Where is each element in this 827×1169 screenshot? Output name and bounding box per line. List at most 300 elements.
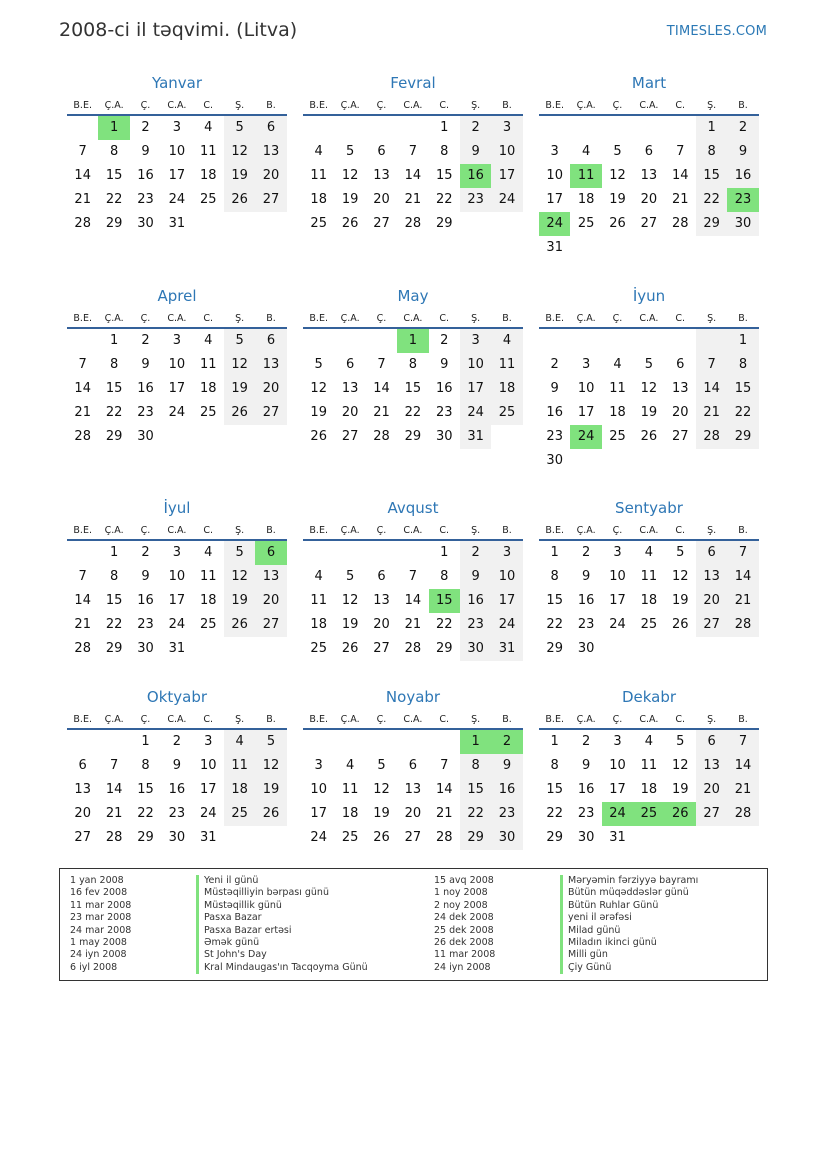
day-cell: 12 <box>224 353 255 377</box>
day-cell: 20 <box>255 589 286 613</box>
day-cell: 1 <box>440 545 449 560</box>
day-cell: 1 <box>460 730 491 754</box>
day-cell: 27 <box>341 429 359 444</box>
day-cell: 6 <box>377 144 386 159</box>
weekday-label: C.A. <box>167 525 187 536</box>
day-cell: 18 <box>491 377 522 401</box>
month-name: Noyabr <box>385 688 441 706</box>
day-cell: 28 <box>373 429 390 444</box>
day-cell: 2 <box>727 116 758 140</box>
month-sentyabr <box>539 497 759 661</box>
weekday-label: Ş. <box>235 313 245 324</box>
day-cell: 2 <box>581 734 591 749</box>
day-cell: 31 <box>168 641 186 656</box>
weekday-label: Ç.A. <box>104 313 124 324</box>
day-cell: 8 <box>408 357 417 372</box>
day-cell: 13 <box>696 565 727 589</box>
day-cell: 4 <box>644 734 653 749</box>
day-cell: 17 <box>310 806 327 821</box>
empty-day <box>429 730 460 754</box>
day-cell: 17 <box>577 405 595 420</box>
day-cell: 29 <box>105 216 123 231</box>
day-cell: 25 <box>577 216 595 231</box>
day-cell: 1 <box>440 120 449 135</box>
day-grid <box>67 541 287 661</box>
weekday-label: Ş. <box>471 313 481 324</box>
day-cell: 23 <box>435 405 453 420</box>
day-cell: 9 <box>440 357 449 372</box>
holiday-list <box>59 868 768 981</box>
day-cell: 16 <box>577 593 595 608</box>
day-cell: 20 <box>640 192 658 207</box>
day-cell: 21 <box>727 589 758 613</box>
day-cell: 7 <box>78 569 87 584</box>
day-cell: 8 <box>109 144 119 159</box>
holiday-date: 16 fev 2008 <box>70 887 128 899</box>
day-cell: 11 <box>341 782 359 797</box>
day-cell: 6 <box>676 357 685 372</box>
day-cell: 29 <box>435 216 453 231</box>
day-cell: 29 <box>404 429 422 444</box>
holiday-name: Milad günü <box>560 925 790 937</box>
day-cell: 30 <box>137 216 154 231</box>
month-mart <box>539 72 759 260</box>
day-cell: 26 <box>341 216 359 231</box>
holiday-date: 6 iyl 2008 <box>70 961 118 973</box>
month-i̇yul <box>67 497 287 661</box>
month-name: Dekabr <box>621 688 677 706</box>
empty-day <box>303 116 334 140</box>
month-name: Aprel <box>157 287 197 305</box>
holiday-date: 24 iyn 2008 <box>70 949 127 961</box>
holiday-row <box>434 937 790 949</box>
holiday-date: 26 dek 2008 <box>434 937 494 949</box>
weekday-label: Ç.A. <box>340 100 360 111</box>
weekday-label: Ç. <box>140 714 151 725</box>
empty-day <box>570 116 601 140</box>
day-cell: 16 <box>137 593 154 608</box>
month-may <box>303 285 523 449</box>
holiday-name: Pasxa Bazar ertəsi <box>196 925 426 937</box>
weekday-label: Ç. <box>612 100 623 111</box>
day-cell: 22 <box>105 192 123 207</box>
day-cell: 28 <box>74 641 91 656</box>
day-cell: 26 <box>373 830 390 845</box>
day-cell: 29 <box>460 826 491 850</box>
weekday-label: Ş. <box>471 525 481 536</box>
day-cell: 2 <box>141 545 150 560</box>
day-cell: 28 <box>74 216 91 231</box>
day-cell: 7 <box>696 353 727 377</box>
day-cell: 21 <box>727 778 758 802</box>
day-cell: 15 <box>429 589 460 613</box>
day-cell: 14 <box>105 782 123 797</box>
holiday-row <box>70 912 426 924</box>
weekday-label: B.E. <box>73 100 92 111</box>
day-cell: 13 <box>640 168 658 183</box>
day-cell: 9 <box>141 144 150 159</box>
month-name: Fevral <box>390 74 436 92</box>
day-cell: 11 <box>199 144 217 159</box>
weekday-label: Ç. <box>612 525 623 536</box>
day-grid <box>303 116 523 236</box>
site-link[interactable]: TIMESLES.COM <box>666 24 767 39</box>
day-cell: 17 <box>546 192 563 207</box>
day-cell: 7 <box>78 144 87 159</box>
day-cell: 2 <box>440 333 449 348</box>
month-name: Oktyabr <box>146 688 208 706</box>
weekday-label: B.E. <box>73 313 92 324</box>
day-cell: 2 <box>550 357 559 372</box>
weekday-label: C. <box>675 100 686 111</box>
day-cell: 20 <box>671 405 689 420</box>
day-cell: 17 <box>609 782 626 797</box>
day-cell: 1 <box>550 545 559 560</box>
empty-day <box>366 541 397 565</box>
day-cell: 28 <box>696 425 727 449</box>
weekday-label: C.A. <box>639 100 659 111</box>
day-cell: 9 <box>141 569 150 584</box>
day-cell: 12 <box>640 381 658 396</box>
weekday-label: C.A. <box>403 714 423 725</box>
weekday-label: C. <box>675 313 686 324</box>
day-cell: 8 <box>141 758 150 773</box>
day-cell: 5 <box>224 329 255 353</box>
holiday-name: Müstəqillik günü <box>196 900 426 912</box>
day-cell: 23 <box>727 188 758 212</box>
day-cell: 26 <box>609 216 626 231</box>
holiday-name: Çiy Günü <box>560 962 790 974</box>
empty-day <box>334 730 365 754</box>
holiday-row <box>70 887 426 899</box>
day-cell: 20 <box>373 192 390 207</box>
day-cell: 3 <box>204 734 213 749</box>
day-cell: 15 <box>696 164 727 188</box>
day-cell: 15 <box>460 778 491 802</box>
weekday-label: Ç.A. <box>104 100 124 111</box>
day-cell: 1 <box>397 329 428 353</box>
weekday-header <box>67 96 287 116</box>
day-cell: 18 <box>577 192 595 207</box>
day-cell: 28 <box>435 830 453 845</box>
day-cell: 8 <box>727 353 758 377</box>
day-cell: 14 <box>696 377 727 401</box>
day-cell: 9 <box>460 565 491 589</box>
day-cell: 27 <box>640 216 658 231</box>
day-cell: 12 <box>609 168 626 183</box>
weekday-label: B.E. <box>309 525 328 536</box>
day-cell: 17 <box>168 593 186 608</box>
day-cell: 19 <box>310 405 327 420</box>
day-cell: 4 <box>345 758 355 773</box>
day-cell: 22 <box>105 405 123 420</box>
weekday-label: Ç. <box>140 525 151 536</box>
holiday-name: Milli gün <box>560 949 790 961</box>
day-cell: 26 <box>310 429 327 444</box>
empty-day <box>98 730 129 754</box>
holiday-name: Məryəmin fərziyyə bayramı <box>560 875 790 887</box>
holiday-date: 24 dek 2008 <box>434 912 494 924</box>
day-grid <box>303 730 523 850</box>
day-cell: 22 <box>460 802 491 826</box>
day-cell: 25 <box>609 429 626 444</box>
month-yanvar <box>67 72 287 236</box>
day-cell: 21 <box>671 192 689 207</box>
day-cell: 3 <box>460 329 491 353</box>
day-cell: 30 <box>727 212 758 236</box>
weekday-label: C. <box>675 714 686 725</box>
weekday-label: B. <box>266 525 276 536</box>
day-cell: 13 <box>255 353 286 377</box>
day-cell: 27 <box>373 641 390 656</box>
holiday-name: yeni il ərəfəsi <box>560 912 790 924</box>
day-cell: 22 <box>435 617 453 632</box>
day-cell: 20 <box>74 806 91 821</box>
weekday-label: Ş. <box>235 714 245 725</box>
day-cell: 27 <box>373 216 390 231</box>
month-name: İyun <box>632 287 666 305</box>
day-cell: 22 <box>435 192 453 207</box>
weekday-label: B.E. <box>545 525 564 536</box>
day-cell: 14 <box>435 782 453 797</box>
day-cell: 3 <box>613 545 622 560</box>
day-cell: 28 <box>727 613 758 637</box>
day-cell: 9 <box>460 140 491 164</box>
day-cell: 8 <box>550 758 559 773</box>
day-cell: 14 <box>671 168 689 183</box>
day-cell: 15 <box>435 168 453 183</box>
weekday-label: Ç. <box>612 714 623 725</box>
day-cell: 3 <box>314 758 323 773</box>
day-cell: 16 <box>137 381 154 396</box>
day-cell: 20 <box>373 617 390 632</box>
day-cell: 28 <box>74 429 91 444</box>
day-cell: 1 <box>550 734 559 749</box>
weekday-label: B. <box>738 313 748 324</box>
day-cell: 25 <box>199 192 217 207</box>
day-cell: 5 <box>644 357 653 372</box>
day-cell: 21 <box>373 405 390 420</box>
empty-day <box>303 541 334 565</box>
day-cell: 9 <box>141 357 150 372</box>
day-cell: 12 <box>310 381 327 396</box>
weekday-label: Ş. <box>471 714 481 725</box>
weekday-label: C. <box>439 313 450 324</box>
empty-day <box>539 116 570 140</box>
day-cell: 11 <box>224 754 255 778</box>
weekday-label: B.E. <box>309 100 328 111</box>
day-cell: 8 <box>109 569 119 584</box>
empty-day <box>633 116 664 140</box>
day-grid <box>67 730 287 850</box>
day-cell: 29 <box>546 830 563 845</box>
holiday-row <box>434 875 790 887</box>
day-cell: 20 <box>255 164 286 188</box>
day-cell: 26 <box>224 401 255 425</box>
month-avqust <box>303 497 523 661</box>
day-cell: 31 <box>546 240 563 255</box>
day-cell: 27 <box>404 830 422 845</box>
day-cell: 26 <box>224 188 255 212</box>
day-cell: 22 <box>404 405 422 420</box>
holiday-name: Bütün Ruhlar Günü <box>560 900 790 912</box>
day-cell: 11 <box>491 353 522 377</box>
weekday-label: C.A. <box>403 100 423 111</box>
holiday-date: 2 noy 2008 <box>434 899 488 911</box>
day-cell: 9 <box>727 140 758 164</box>
day-cell: 2 <box>460 541 491 565</box>
day-grid <box>539 730 759 850</box>
weekday-label: B.E. <box>309 313 328 324</box>
day-cell: 9 <box>491 754 522 778</box>
empty-day <box>67 541 98 565</box>
holiday-date: 23 mar 2008 <box>70 912 132 924</box>
holiday-row <box>434 949 790 961</box>
day-cell: 27 <box>696 613 727 637</box>
day-cell: 30 <box>491 826 522 850</box>
day-cell: 13 <box>341 381 359 396</box>
day-cell: 31 <box>168 216 186 231</box>
day-cell: 28 <box>404 216 422 231</box>
day-cell: 27 <box>255 188 286 212</box>
holiday-row <box>70 875 426 887</box>
day-cell: 30 <box>137 641 154 656</box>
empty-day <box>665 329 696 353</box>
day-cell: 3 <box>172 120 181 135</box>
empty-day <box>397 116 428 140</box>
day-cell: 10 <box>168 357 186 372</box>
weekday-label: Ç.A. <box>576 525 596 536</box>
weekday-header <box>539 96 759 116</box>
day-cell: 14 <box>404 168 422 183</box>
weekday-label: C. <box>439 525 450 536</box>
day-cell: 4 <box>491 329 522 353</box>
day-cell: 18 <box>310 617 327 632</box>
weekday-label: Ç.A. <box>340 525 360 536</box>
empty-day <box>334 329 365 353</box>
day-cell: 15 <box>105 168 123 183</box>
weekday-label: C. <box>203 525 214 536</box>
day-cell: 3 <box>613 734 622 749</box>
weekday-label: C. <box>203 100 214 111</box>
day-cell: 12 <box>373 782 390 797</box>
page-title: 2008-ci il təqvimi. (Litva) <box>59 19 298 41</box>
day-cell: 26 <box>255 802 286 826</box>
day-cell: 16 <box>460 589 491 613</box>
holiday-date: 1 may 2008 <box>70 937 127 949</box>
day-cell: 5 <box>345 144 355 159</box>
day-cell: 19 <box>640 405 658 420</box>
day-cell: 18 <box>199 381 217 396</box>
holiday-date: 11 mar 2008 <box>70 899 132 911</box>
weekday-label: C. <box>439 714 450 725</box>
day-cell: 10 <box>609 758 626 773</box>
weekday-label: B.E. <box>73 714 92 725</box>
empty-day <box>67 116 98 140</box>
weekday-label: B. <box>502 313 512 324</box>
day-cell: 25 <box>633 802 664 826</box>
day-cell: 25 <box>310 641 327 656</box>
day-cell: 14 <box>74 381 91 396</box>
day-cell: 7 <box>109 758 119 773</box>
month-name: Mart <box>631 74 667 92</box>
day-cell: 11 <box>199 569 217 584</box>
day-cell: 2 <box>141 120 150 135</box>
day-cell: 11 <box>570 164 601 188</box>
day-cell: 17 <box>168 381 186 396</box>
weekday-label: C.A. <box>403 313 423 324</box>
day-cell: 4 <box>204 545 213 560</box>
day-grid <box>303 329 523 449</box>
day-cell: 2 <box>460 116 491 140</box>
empty-day <box>303 730 334 754</box>
day-cell: 4 <box>224 730 255 754</box>
day-cell: 10 <box>199 758 217 773</box>
day-cell: 7 <box>440 758 449 773</box>
day-cell: 29 <box>435 641 453 656</box>
day-cell: 5 <box>613 144 622 159</box>
weekday-label: Ç. <box>376 313 387 324</box>
day-cell: 3 <box>172 333 181 348</box>
day-cell: 7 <box>377 357 386 372</box>
day-cell: 6 <box>345 357 355 372</box>
day-cell: 1 <box>109 333 119 348</box>
day-cell: 13 <box>373 593 390 608</box>
day-cell: 18 <box>341 806 359 821</box>
day-cell: 4 <box>613 357 622 372</box>
day-cell: 24 <box>168 617 186 632</box>
day-cell: 27 <box>74 830 91 845</box>
day-cell: 6 <box>696 541 727 565</box>
day-cell: 5 <box>255 730 286 754</box>
day-cell: 9 <box>581 569 591 584</box>
day-cell: 19 <box>609 192 626 207</box>
day-cell: 13 <box>255 565 286 589</box>
day-grid <box>303 541 523 661</box>
day-cell: 19 <box>341 617 359 632</box>
day-cell: 19 <box>224 164 255 188</box>
day-cell: 3 <box>491 541 522 565</box>
day-grid <box>539 329 759 473</box>
day-cell: 10 <box>491 140 522 164</box>
weekday-header <box>67 521 287 541</box>
day-cell: 29 <box>137 830 154 845</box>
empty-day <box>67 329 98 353</box>
weekday-header <box>539 710 759 730</box>
day-cell: 21 <box>404 617 422 632</box>
day-cell: 7 <box>727 730 758 754</box>
day-grid <box>67 116 287 236</box>
day-cell: 10 <box>310 782 327 797</box>
day-cell: 15 <box>546 593 563 608</box>
day-cell: 19 <box>341 192 359 207</box>
day-cell: 30 <box>137 429 154 444</box>
day-cell: 31 <box>491 637 522 661</box>
day-cell: 7 <box>408 569 417 584</box>
day-cell: 15 <box>546 782 563 797</box>
day-cell: 1 <box>696 116 727 140</box>
weekday-label: B.E. <box>309 714 328 725</box>
day-cell: 4 <box>314 569 323 584</box>
empty-day <box>696 329 727 353</box>
day-cell: 10 <box>491 565 522 589</box>
day-cell: 10 <box>168 144 186 159</box>
day-cell: 18 <box>310 192 327 207</box>
day-cell: 14 <box>727 565 758 589</box>
day-cell: 13 <box>74 782 91 797</box>
day-cell: 16 <box>460 164 491 188</box>
day-cell: 23 <box>546 429 563 444</box>
